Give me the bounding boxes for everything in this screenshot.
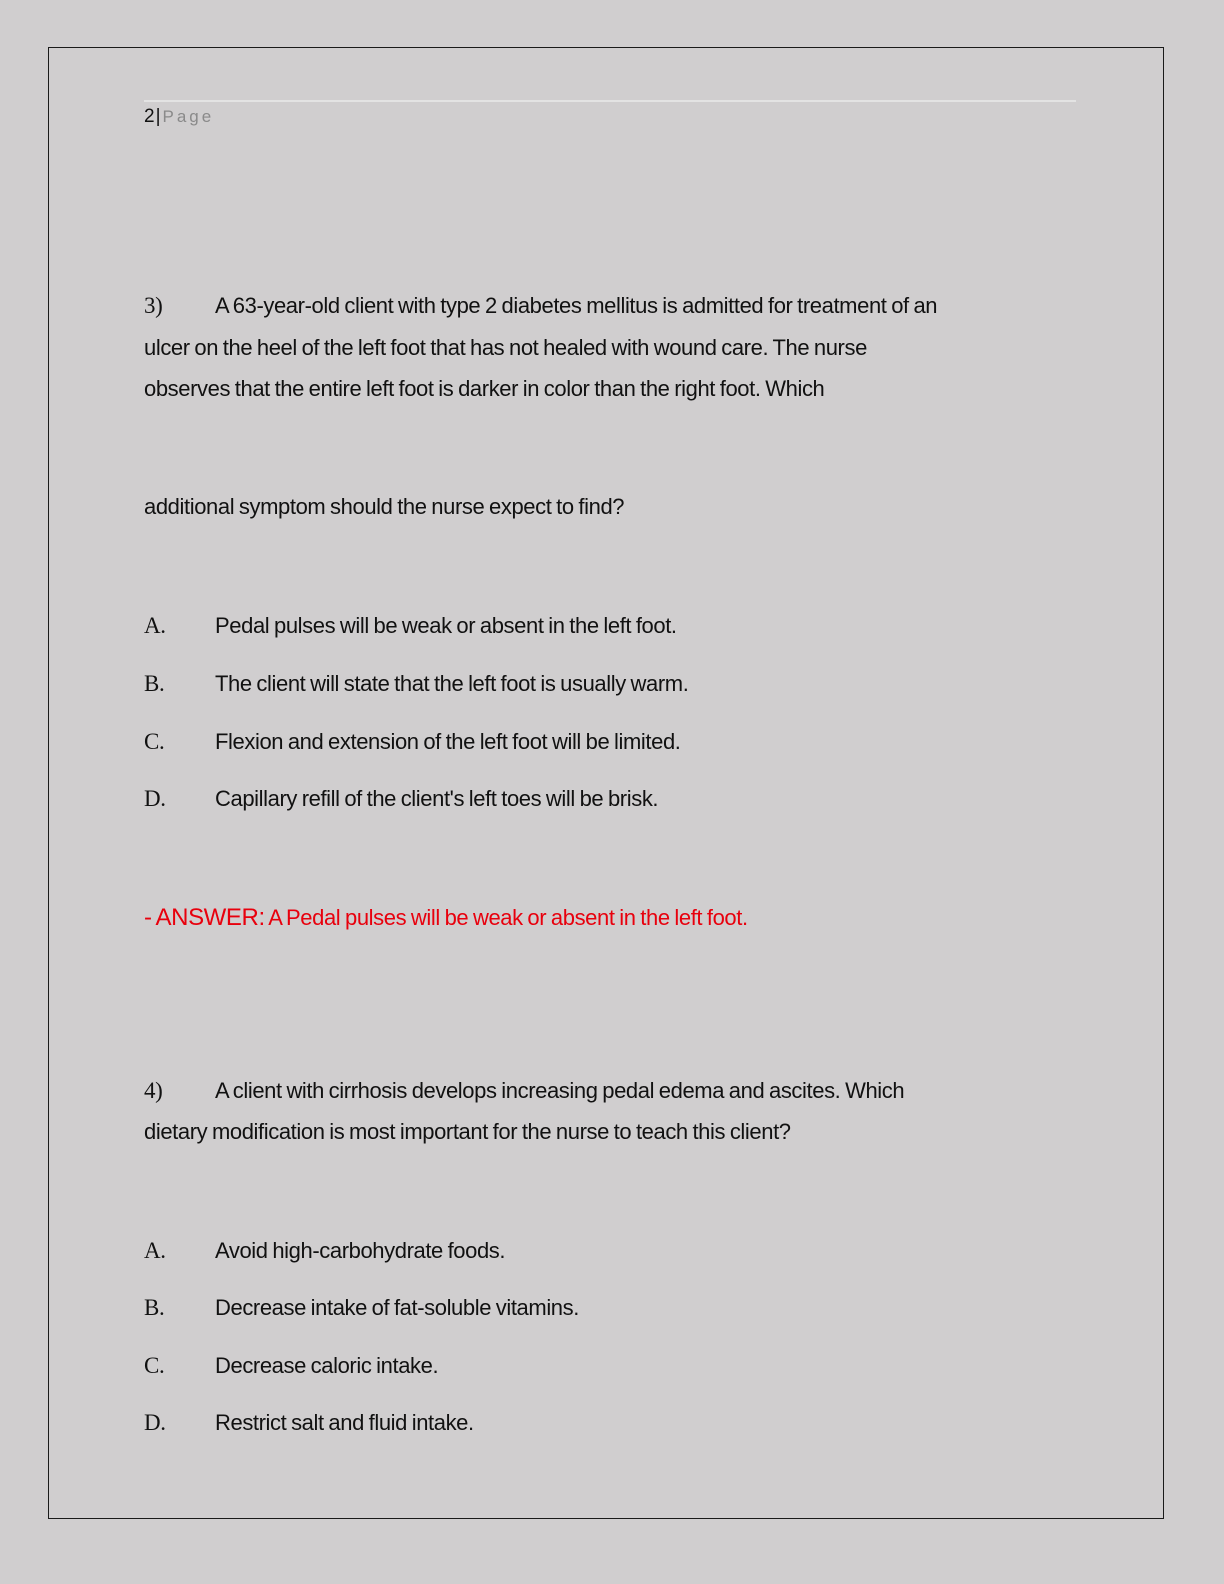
question-3-option-c bbox=[144, 729, 681, 755]
page-number: 2 bbox=[144, 106, 155, 127]
question-4-text-1: A client with cirrhosis develops increasing pedal edema and ascites. Which bbox=[215, 1078, 905, 1103]
question-3-answer bbox=[144, 904, 748, 932]
option-text: Restrict salt and fluid intake. bbox=[215, 1410, 474, 1435]
question-4-option-c bbox=[144, 1353, 438, 1379]
option-letter: D. bbox=[144, 786, 166, 811]
question-3-option-d bbox=[144, 786, 658, 812]
page-header bbox=[144, 106, 214, 128]
option-text: Decrease intake of fat-soluble vitamins. bbox=[215, 1295, 579, 1320]
option-letter: B. bbox=[144, 671, 165, 696]
option-letter: C. bbox=[144, 1353, 165, 1378]
option-text: Decrease caloric intake. bbox=[215, 1353, 439, 1378]
option-letter: B. bbox=[144, 1295, 165, 1320]
question-3-line-3: observes that the entire left foot is darker in color than the right foot. Which bbox=[144, 376, 825, 401]
option-letter: A. bbox=[144, 1238, 166, 1263]
question-4-number: 4) bbox=[144, 1078, 163, 1103]
option-text: The client will state that the left foot is usually warm. bbox=[215, 671, 689, 696]
header-rule bbox=[144, 100, 1076, 102]
option-letter: C. bbox=[144, 729, 165, 754]
header-separator: | bbox=[155, 106, 161, 127]
answer-text: A Pedal pulses will be weak or absent in the left foot. bbox=[264, 905, 748, 930]
option-letter: D. bbox=[144, 1410, 166, 1435]
option-text: Flexion and extension of the left foot will be limited. bbox=[215, 729, 681, 754]
option-letter: A. bbox=[144, 613, 166, 638]
question-3-number: 3) bbox=[144, 293, 163, 318]
document-page bbox=[48, 47, 1164, 1519]
question-4-option-b bbox=[144, 1295, 579, 1321]
question-3-line-1 bbox=[144, 293, 937, 319]
question-3-line-2: ulcer on the heel of the left foot that has not healed with wound care. The nurse bbox=[144, 335, 867, 360]
answer-label: - ANSWER: bbox=[144, 904, 265, 931]
question-3-option-b bbox=[144, 671, 688, 697]
question-4-line-1 bbox=[144, 1078, 904, 1104]
question-4-option-a bbox=[144, 1238, 505, 1264]
page-word: Page bbox=[162, 107, 215, 126]
question-3-line-4: additional symptom should the nurse expect to find? bbox=[144, 494, 625, 519]
question-4-line-2: dietary modification is most important for the nurse to teach this client? bbox=[144, 1119, 791, 1144]
question-3-text-1: A 63-year-old client with type 2 diabetes mellitus is admitted for treatment of an bbox=[215, 293, 938, 318]
question-4-option-d bbox=[144, 1410, 474, 1436]
option-text: Capillary refill of the client's left toes will be brisk. bbox=[215, 786, 659, 811]
option-text: Avoid high-carbohydrate foods. bbox=[215, 1238, 506, 1263]
option-text: Pedal pulses will be weak or absent in the left foot. bbox=[215, 613, 677, 638]
question-3-option-a bbox=[144, 613, 677, 639]
